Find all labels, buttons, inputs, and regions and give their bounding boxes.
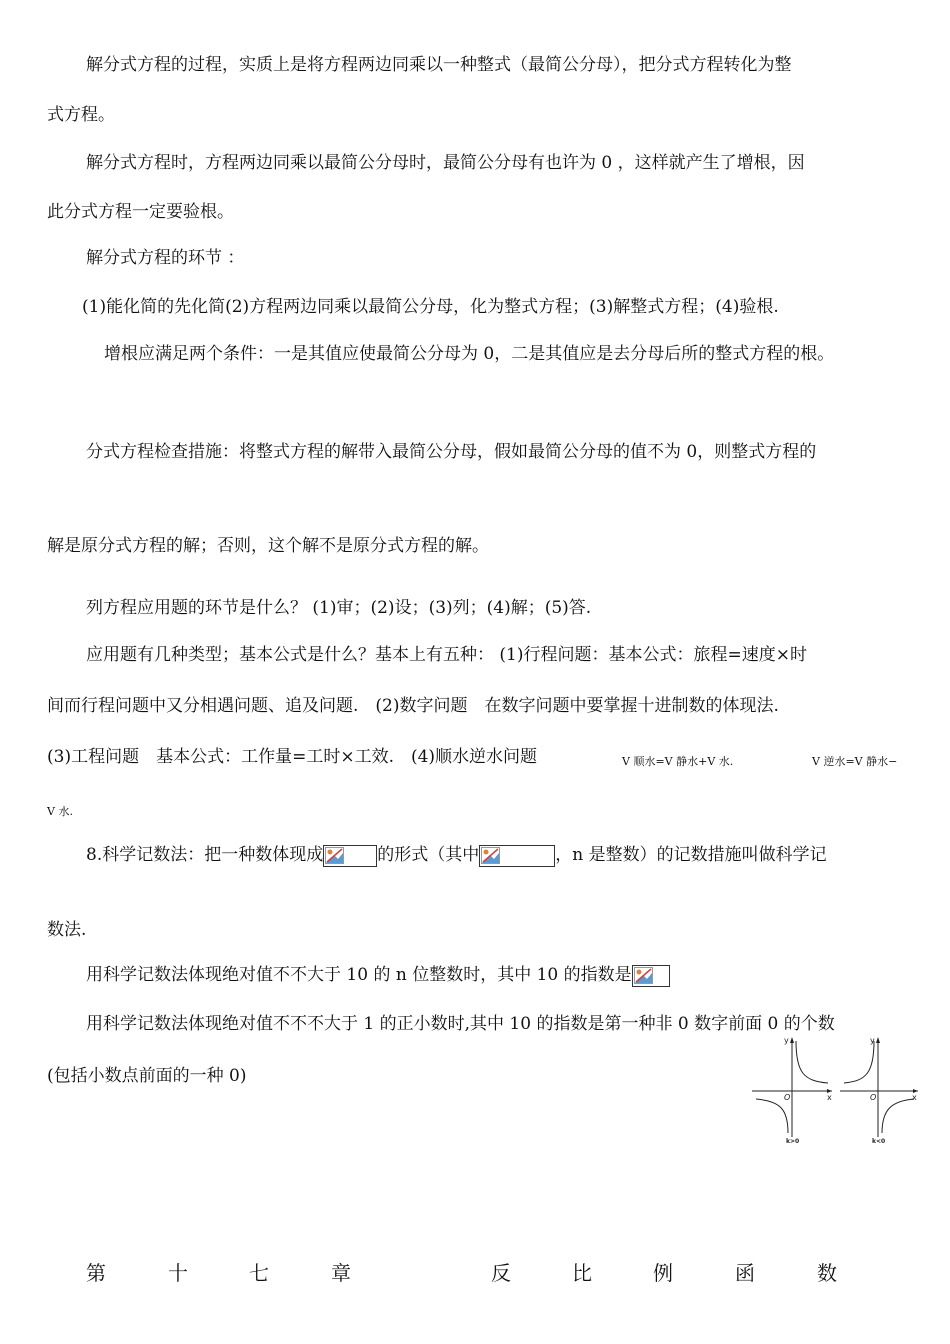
formula-downstream: V 顺水=V 静水+V 水. <box>622 755 734 768</box>
paragraph-text: 解分式方程时，方程两边同乘以最简公分母时，最简公分母有也许为 0 ，这样就产生了增根，因 <box>86 153 805 173</box>
graph-k-negative <box>840 1036 918 1145</box>
chapter-title-char: 章 <box>331 1261 351 1285</box>
formula-continuation: V 水. <box>47 805 73 818</box>
paragraph-text: 解是原分式方程的解；否则，这个解不是原分式方程的解。 <box>47 536 489 556</box>
paragraph-text: (包括小数点前面的一种 0) <box>47 1066 247 1086</box>
text-run: 用科学记数法体现绝对值不不大于 10 的 n 位整数时，其中 10 的指数是 <box>86 965 632 985</box>
y-axis-label: y <box>870 1036 875 1045</box>
chapter-title-char: 十 <box>168 1261 188 1285</box>
hyperbola-branch-q3 <box>756 1099 788 1133</box>
text-run: 8.科学记数法：把一种数体现成 <box>86 845 324 865</box>
paragraph-text: 解分式方程的环节 ： <box>86 248 245 268</box>
paragraph-text <box>86 843 827 867</box>
chapter-title-char: 函 <box>735 1261 755 1285</box>
inverse-proportion-graphs <box>748 1033 920 1145</box>
hyperbola-branch-q2 <box>844 1041 874 1083</box>
chapter-title-char: 数 <box>817 1261 837 1285</box>
text-run: ，n 是整数）的记数措施叫做科学记 <box>555 845 827 865</box>
paragraph-text: 列方程应用题的环节是什么？ (1)审；(2)设；(3)列；(4)解；(5)答. <box>86 598 592 618</box>
paragraph-text: 应用题有几种类型；基本公式是什么？基本上有五种： (1)行程问题：基本公式：旅程=速度×时 <box>86 645 807 665</box>
x-axis-label: x <box>827 1093 832 1102</box>
hyperbola-branch-q1 <box>796 1041 828 1083</box>
formula-image <box>479 845 555 867</box>
paragraph-text: 式方程。 <box>47 105 115 125</box>
formula-image <box>632 965 670 987</box>
y-axis-arrow <box>790 1037 794 1043</box>
paragraph-text <box>86 963 670 987</box>
x-axis-label: x <box>912 1093 917 1102</box>
chapter-title-char: 七 <box>249 1261 269 1285</box>
paragraph-text: (1)能化简的先化简(2)方程两边同乘以最简公分母，化为整式方程；(3)解整式方程；(4)验根. <box>82 297 779 317</box>
y-axis-arrow <box>876 1037 880 1043</box>
paragraph-text: 间而行程问题中又分相遇问题、追及问题. (2)数字问题 在数字问题中要掌握十进制数的体现法. <box>47 696 779 716</box>
chapter-title-char: 第 <box>86 1261 106 1285</box>
chapter-title-char: 反 <box>491 1261 511 1285</box>
paragraph-text: 此分式方程一定要验根。 <box>47 202 234 222</box>
graph-k-positive <box>752 1036 832 1145</box>
paragraph-text: 数法. <box>47 920 87 940</box>
origin-label: O <box>784 1093 791 1102</box>
graph-caption: k<0 <box>872 1138 886 1145</box>
paragraph-text: 用科学记数法体现绝对值不不不大于 1 的正小数时,其中 10 的指数是第一种非 0 数字前面 0 的个数 <box>86 1014 835 1034</box>
origin-label: O <box>870 1093 877 1102</box>
chapter-title-char: 比 <box>572 1261 592 1285</box>
text-run: 的形式（其中 <box>377 845 480 865</box>
paragraph-text: 分式方程检查措施：将整式方程的解带入最简公分母，假如最简公分母的值不为 0，则整式方程的 <box>86 442 817 462</box>
y-axis-label: y <box>784 1036 789 1045</box>
graph-caption: k>0 <box>786 1138 800 1145</box>
formula-upstream: V 逆水=V 静水− <box>812 755 898 768</box>
paragraph-text: 解分式方程的过程，实质上是将方程两边同乘以一种整式（最简公分母），把分式方程转化为整 <box>86 55 792 75</box>
paragraph-text: 增根应满足两个条件：一是其值应使最简公分母为 0，二是其值应是去分母后所的整式方程的根。 <box>104 344 835 364</box>
hyperbola-branch-q4 <box>882 1099 914 1133</box>
formula-image <box>323 845 377 867</box>
chapter-title-char: 例 <box>653 1261 673 1285</box>
paragraph-text: (3)工程问题 基本公式：工作量=工时×工效. (4)顺水逆水问题 <box>47 747 538 767</box>
